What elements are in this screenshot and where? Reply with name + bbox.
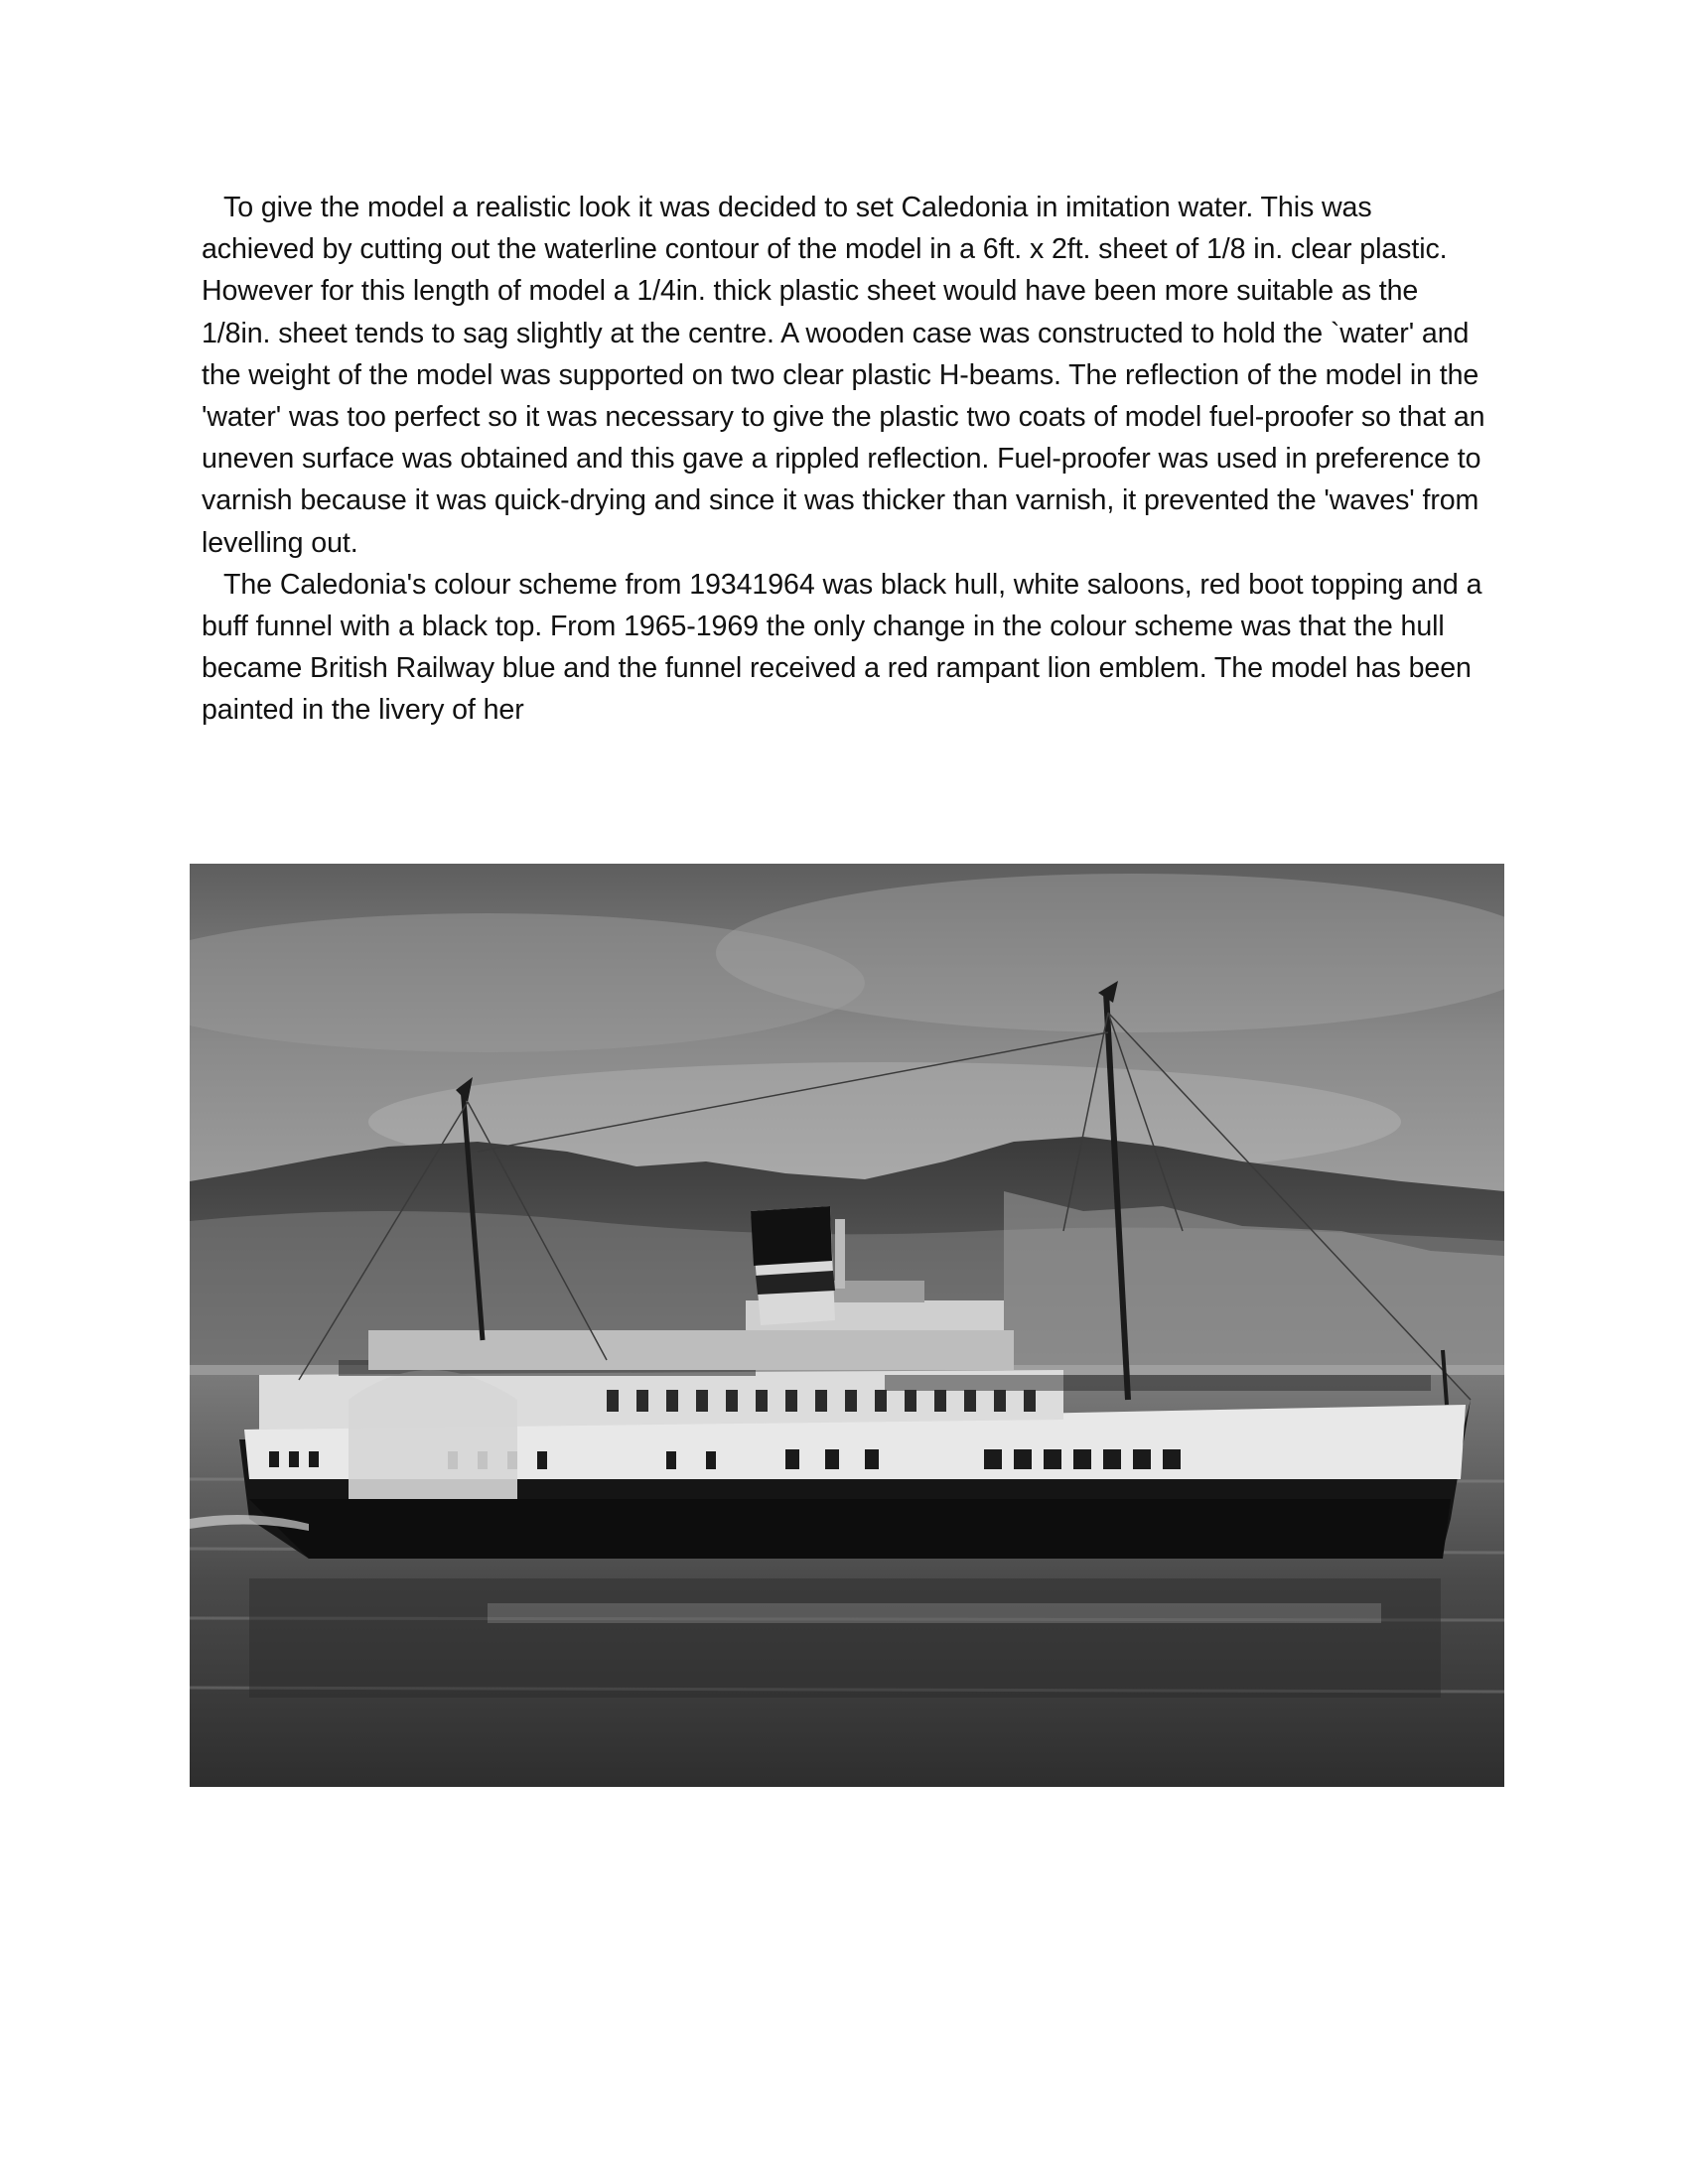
- steamer-photo: [190, 864, 1504, 1787]
- body-text: [202, 187, 1492, 732]
- paragraph-1: To give the model a realistic look it was decided to set Caledonia in imitation water. This was achieved by cutting out the waterline contour of the model in a 6ft. x 2ft. sheet of 1/8 in. clear plastic. However for this length of model a 1/4in. thick plastic sheet would have been more suitable as the 1/8in. sheet tends to sag slightly at the centre. A wooden case was constructed to hold the `water' and the weight of the model was supported on two clear plastic H-beams. The reflection of the model in the 'water' was too perfect so it was necessary to give the plastic two coats of model fuel-proofer so that an uneven surface was obtained and this gave a rippled reflection. Fuel-proofer was used in preference to varnish because it was quick-drying and since it was thicker than varnish, it prevented the 'waves' from levelling out.: [202, 192, 1485, 559]
- paragraph-2: The Caledonia's colour scheme from 19341964 was black hull, white saloons, red boot topping and a buff funnel with a black top. From 1965-1969 the only change in the colour scheme was that the hull became British Railway blue and the funnel received a red rampant lion emblem. The model has been painted in the livery of her: [202, 568, 1482, 727]
- ship-funnel: [751, 1206, 835, 1325]
- steamer-photo-illustration: [190, 864, 1504, 1787]
